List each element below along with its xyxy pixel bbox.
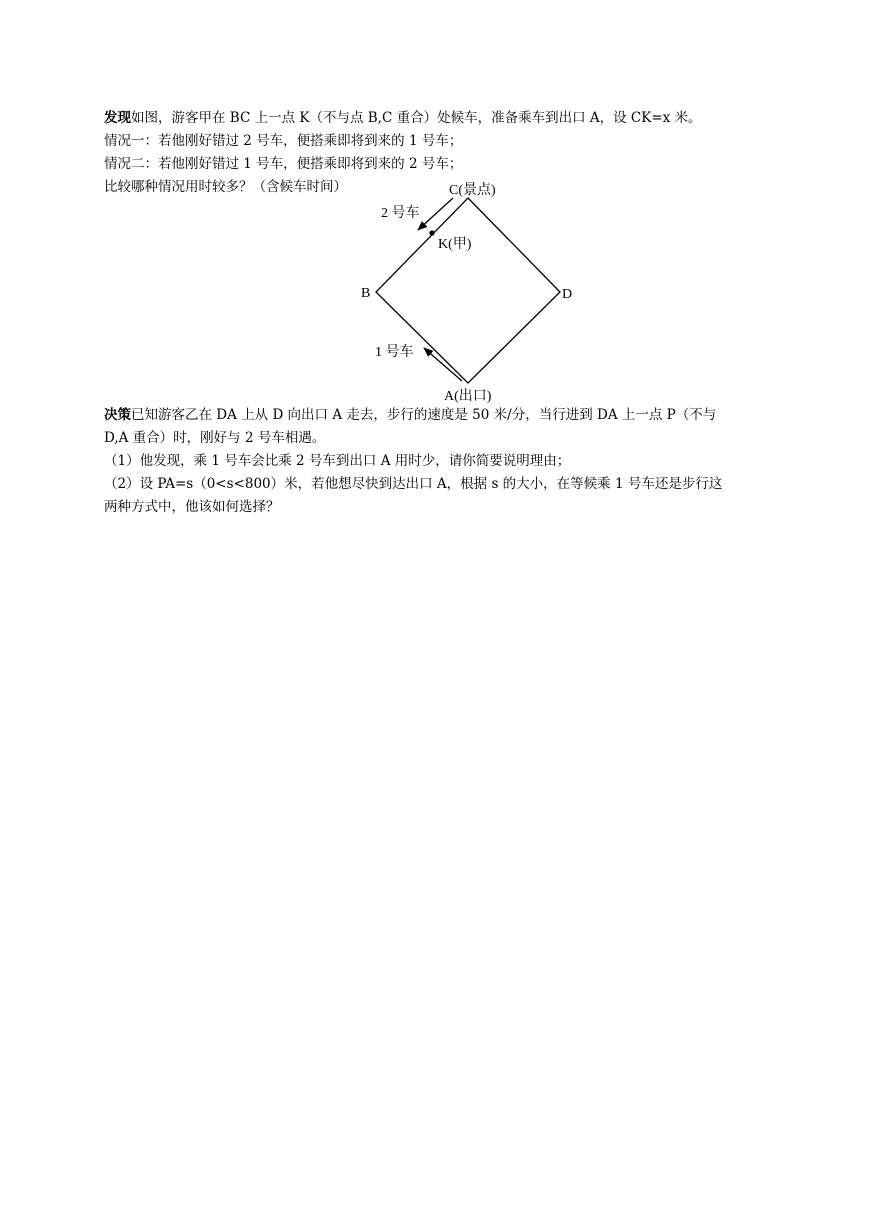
label-car1: 1 号车 [375,345,414,360]
decision-heading: 决策 [104,407,131,423]
decision-line-1 [104,405,716,425]
discovery-line-4: 比较哪种情况用时较多？（含候车时间） [104,179,347,195]
label-d: D [562,287,573,302]
discovery-line-2: 情况一：若他刚好错过 2 号车，便搭乘即将到来的 1 号车； [104,133,463,149]
decision-text-1: 已知游客乙在 DA 上从 D 向出口 A 走去，步行的速度是 50 米/分，当行进到 DA 上一点 P（不与 [131,407,717,423]
decision-line-2: D,A 重合）时，刚好与 2 号车相遇。 [104,430,326,446]
label-k: K(甲) [438,237,472,252]
point-k [429,230,434,235]
discovery-text-1: 如图，游客甲在 BC 上一点 K（不与点 B,C 重合）处候车，准备乘车到出口 A，设 CK=x 米。 [131,110,702,126]
label-a: A(出口) [444,389,492,404]
discovery-line-3: 情况二：若他刚好错过 1 号车，便搭乘即将到来的 2 号车； [104,156,463,172]
label-c: C(景点) [449,183,496,198]
question-2-line-2: 两种方式中，他该如何选择？ [104,499,280,515]
label-b: B [361,286,371,301]
question-2-line-1: （2）设 PA=s（0<s<800）米，若他想尽快到达出口 A，根据 s 的大小，在等候乘 1 号车还是步行这 [104,476,723,492]
label-car2: 2 号车 [381,206,420,221]
car1-arrow [424,348,462,381]
discovery-heading: 发现 [104,110,131,126]
question-1: （1）他发现，乘 1 号车会比乘 2 号车到出口 A 用时少，请你简要说明理由； [104,453,571,469]
car2-arrow [418,198,453,230]
